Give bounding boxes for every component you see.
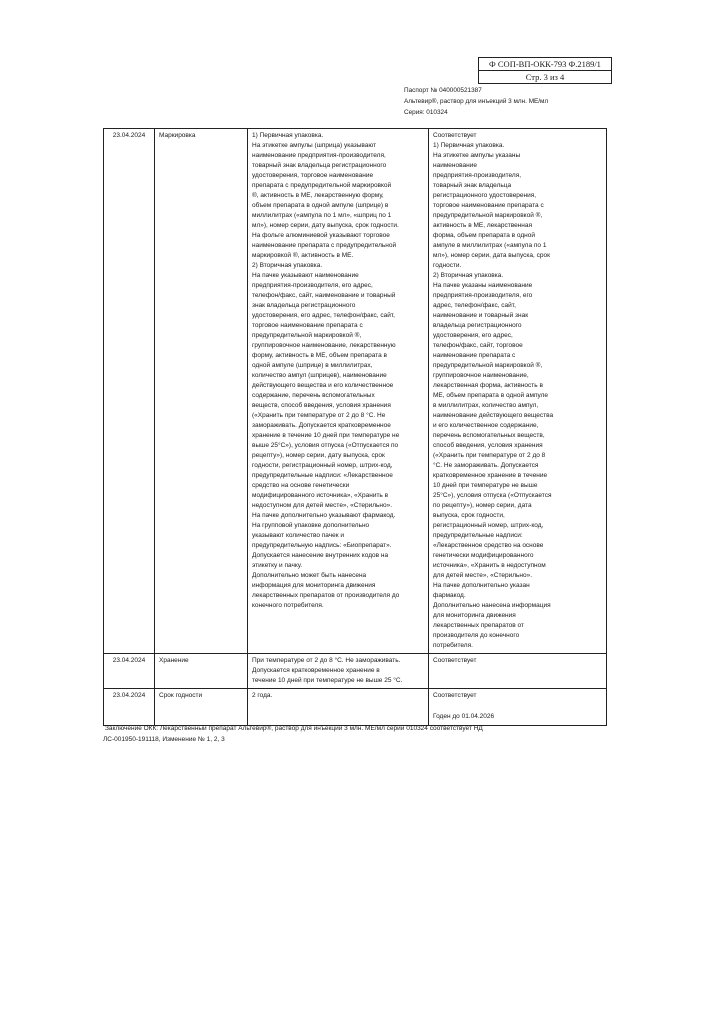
text-line: для мониторинга движения <box>433 612 516 619</box>
text-line: регистрационного удостоверения, <box>433 192 537 199</box>
text-line: 25°С»), условия отпуска («Отпускается <box>433 492 552 499</box>
text-line: 2 года. <box>252 692 273 699</box>
text-line: товарный знак владельца <box>433 182 512 189</box>
row-date: 23.04.2024 <box>104 129 155 654</box>
text-line: активность в МЕ, лекарственная <box>433 222 532 229</box>
text-line: предприятия-производителя, <box>433 172 522 179</box>
text-line: 2) Вторичная упаковка. <box>433 272 504 279</box>
page-number: Стр. 3 из 4 <box>479 70 611 83</box>
text-line: знак владельца регистрационного <box>252 302 356 309</box>
text-line: На пачке дополнительно указан <box>433 582 530 589</box>
text-line: фармакод. <box>433 592 466 599</box>
text-line: телефон/факс, сайт, наименование и товарный <box>252 292 396 299</box>
passport-info <box>404 85 548 118</box>
text-line: модифицированного источника», «Хранить в <box>252 492 389 499</box>
text-line: количество ампул (шприцев), наименование <box>252 372 387 379</box>
text-line: годности. <box>433 262 462 269</box>
text-line: адрес, телефон/факс, сайт, <box>433 302 516 309</box>
text-line: замораживать. Допускается кратковременное <box>252 422 391 429</box>
text-line: регистрационный номер, штрих-код, <box>433 522 544 529</box>
text-line: предупредительные надписи: «Лекарственное <box>252 472 393 479</box>
text-line: средство на основе генетически <box>252 482 350 489</box>
text-line: маркировкой ®, активность в МЕ. <box>252 252 354 259</box>
text-line: На этикетке ампулы (шприца) указывают <box>252 142 377 149</box>
text-line: предупредительные надписи: <box>433 532 523 539</box>
text-line: МЕ, объем препарата в одной ампуле <box>433 392 549 399</box>
text-line: перечень вспомогательных веществ, <box>433 432 545 439</box>
text-line: 10 дней при температуре не выше <box>433 482 538 489</box>
text-line: наименование препарата с предупредительной <box>252 242 397 249</box>
text-line: ампуле в миллилитрах («ампула по 1 <box>433 242 547 249</box>
text-line: выпуска, срок годности, <box>433 512 505 519</box>
text-line: лекарственная форма, активность в <box>433 382 543 389</box>
text-line: в миллилитрах, количество ампул, <box>433 402 539 409</box>
text-line: и его количественное содержание, <box>433 422 539 429</box>
text-line: 1) Первичная упаковка. <box>433 142 505 149</box>
text-line: одной ампуле (шприце) в миллилитрах, <box>252 362 373 369</box>
text-line: действующего вещества и его количественное <box>252 382 394 389</box>
text-line: годности, регистрационный номер, штрих-код, <box>252 462 393 469</box>
text-line: ®, активность в МЕ, лекарственную форму, <box>252 192 384 199</box>
text-line: наименование предприятия-производителя, <box>252 152 386 159</box>
form-code-box <box>478 57 612 84</box>
row-result <box>429 129 607 654</box>
series-number: Серия: 010324 <box>404 109 448 116</box>
text-line: по рецепту»), номер серии, дата <box>433 502 532 509</box>
text-line: форма, объем препарата в одной <box>433 232 536 239</box>
product-name: Альтевир®, раствор для инъекций 3 млн. МЕ/мл <box>404 98 549 105</box>
text-line: наименование <box>433 162 477 169</box>
text-line: препарата с предупредительной маркировкой <box>252 182 392 189</box>
text-line: предупредительной маркировкой ®, <box>252 332 362 339</box>
passport-number: Паспорт № 040000521387 <box>404 87 482 94</box>
text-line: предупредительную надпись: «Биопрепарат». <box>252 542 392 549</box>
row-characteristic: Срок годности <box>155 689 248 726</box>
text-line: На пачке указаны наименование <box>433 282 533 289</box>
text-line: («Хранить при температуре от 2 до 8 °С. Не <box>252 412 386 419</box>
text-line: торговое наименование препарата с <box>252 322 363 329</box>
text-line: выше 25°С»), условия отпуска («Отпускается по <box>252 442 399 449</box>
text-line: производителя до конечного <box>433 632 520 639</box>
text-line: Соответствует <box>433 132 477 139</box>
row-date: 23.04.2024 <box>104 654 155 689</box>
row-characteristic: Хранение <box>155 654 248 689</box>
text-line: мл»), номер серии, дата выпуска, срок <box>433 252 550 259</box>
row-requirement <box>248 654 429 689</box>
text-line: наименование препарата с <box>433 352 516 359</box>
text-line: источника», «Хранить в недоступном <box>433 562 546 569</box>
text-line: лекарственных препаратов от производителя до <box>252 592 400 599</box>
text-line: Допускается нанесение внутренних кодов на <box>252 552 389 559</box>
text-line: 1) Первичная упаковка. <box>252 132 324 139</box>
text-line: генетически модифицированного <box>433 552 534 559</box>
row-requirement <box>248 129 429 654</box>
text-line: форму, активность в МЕ, объем препарата в <box>252 352 387 359</box>
text-line: рецепту»), номер серии, дату выпуска, срок <box>252 452 385 459</box>
text-line: содержание, перечень вспомогательных <box>252 392 375 399</box>
text-line: веществ, способ введения, условия хранения <box>252 402 391 409</box>
text-line: недоступном для детей месте», «Стерильно». <box>252 502 393 509</box>
text-line: течение 10 дней при температуре не выше 25 °С. <box>252 677 403 684</box>
text-line: конечного потребителя. <box>252 602 324 609</box>
row-date: 23.04.2024 <box>104 689 155 726</box>
table-row <box>104 129 607 654</box>
row-requirement <box>248 689 429 726</box>
text-line: Соответствует <box>433 657 477 664</box>
table-row <box>104 689 607 726</box>
text-line: лекарственных препаратов от <box>433 622 524 629</box>
text-line: товарный знак владельца регистрационного <box>252 162 387 169</box>
text-line: предприятия-производителя, его <box>433 292 533 299</box>
text-line: объем препарата в одной ампуле (шприце) в <box>252 202 389 209</box>
text-line: владельца регистрационного <box>433 322 522 329</box>
text-line: («Хранить при температуре от 2 до 8 <box>433 452 546 459</box>
text-line: мл»), номер серии, дату выпуска, срок годности. <box>252 222 399 229</box>
expiry-date: Годен до 01.04.2026 <box>433 713 495 720</box>
text-line: указывают количество пачек и <box>252 532 345 539</box>
quality-control-table <box>103 128 607 726</box>
text-line: этикетку и пачку. <box>252 562 303 569</box>
text-line: удостоверения, торговое наименование <box>252 172 374 179</box>
text-line: кратковременное хранение в течение <box>433 472 548 479</box>
text-line: На этикетке ампулы указаны <box>433 152 521 159</box>
text-line: Дополнительно может быть нанесена <box>252 572 367 579</box>
text-line: способ введения, условия хранения <box>433 442 543 449</box>
text-line: На фольге алюминиевой указывают торговое <box>252 232 390 239</box>
text-line: На пачке дополнительно указывают фармакод. <box>252 512 396 519</box>
text-line: предупредительной маркировкой ®, <box>433 212 543 219</box>
text-line: На групповой упаковке дополнительно <box>252 522 370 529</box>
text-line: группировочное наименование, лекарственную <box>252 342 396 349</box>
row-result <box>429 654 607 689</box>
text-line: «Лекарственное средство на основе <box>433 542 544 549</box>
text-line: °С. Не замораживать. Допускается <box>433 462 539 469</box>
text-line: 2) Вторичная упаковка. <box>252 262 323 269</box>
text-line: предупредительной маркировкой ®, <box>433 362 543 369</box>
table-row <box>104 654 607 689</box>
conclusion <box>103 723 483 745</box>
text-line: Допускается кратковременное хранение в <box>252 667 380 674</box>
text-line: предприятия-производителя, его адрес, <box>252 282 373 289</box>
conclusion-line-2: ЛС-001950-191118, Изменение № 1, 2, 3 <box>103 736 225 743</box>
text-line: Дополнительно нанесена информация <box>433 602 551 609</box>
text-line: удостоверения, его адрес, <box>433 332 513 339</box>
text-line: торговое наименование препарата с <box>433 202 544 209</box>
text-line: Соответствует <box>433 692 477 699</box>
text-line: информация для мониторинга движения <box>252 582 376 589</box>
text-line: потребителя. <box>433 642 473 649</box>
text-line: хранение в течение 10 дней при температуре не <box>252 432 400 439</box>
text-line: телефон/факс, сайт, торговое <box>433 342 523 349</box>
text-line: На пачке указывают наименование <box>252 272 359 279</box>
row-characteristic: Маркировка <box>155 129 248 654</box>
text-line: миллилитрах («ампула по 1 мл», «шприц по 1 <box>252 212 392 219</box>
text-line: наименование действующего вещества <box>433 412 554 419</box>
text-line: группировочное наименование, <box>433 372 529 379</box>
text-line: удостоверения, его адрес, телефон/факс, сайт, <box>252 312 395 319</box>
row-result <box>429 689 607 726</box>
conclusion-line-1: Заключение ОКК: Лекарственный препарат Альтевир®, раствор для инъекций 3 млн. МЕ/мл серии 010324 соответствует НД <box>105 725 483 732</box>
text-line: наименование и товарный знак <box>433 312 529 319</box>
text-line: для детей месте», «Стерильно». <box>433 572 533 579</box>
form-code: Ф СОП-ВП-ОКК-793 Ф.2189/1 <box>489 59 601 69</box>
text-line: При температуре от 2 до 8 °С. Не замораживать. <box>252 657 401 664</box>
